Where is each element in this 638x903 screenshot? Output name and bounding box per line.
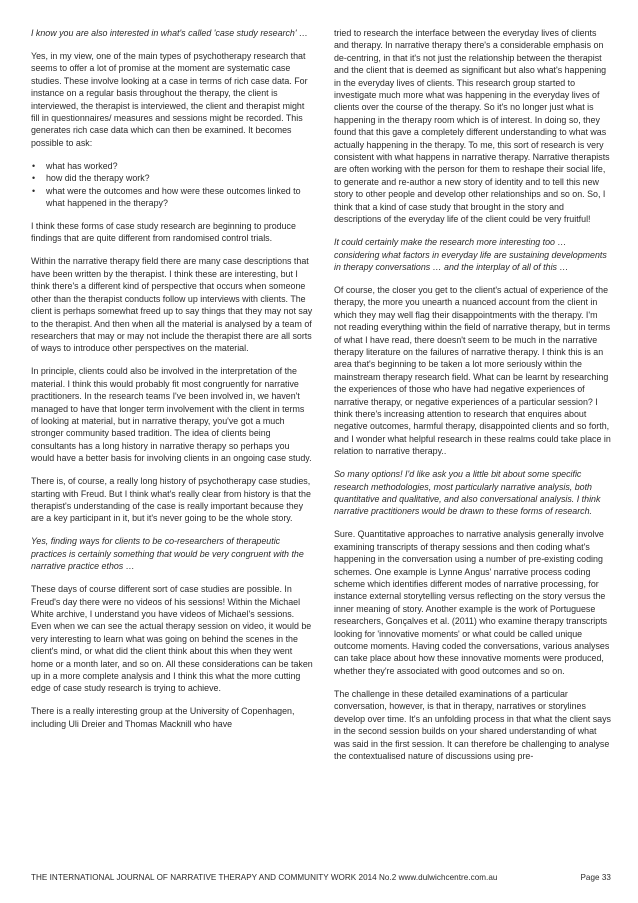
paragraph: Yes, in my view, one of the main types of psychotherapy research that seems to offer a lot of promise at the moment are systematic case studies. These involve looking at a case in terms of rich case data. For instance on a regular basis throughout the therapy, the client is interviewed, the therapist is interviewed, the client and therapist might fill in questionnaires/ measures and sessions might be recorded. This generates rich case data which can then be examined. It becomes possible to ask: xyxy=(31,51,308,148)
journal-citation: THE INTERNATIONAL JOURNAL OF NARRATIVE THERAPY AND COMMUNITY WORK 2014 No.2 www.dulwichcentre.com.au xyxy=(31,873,498,882)
paragraph: These days of course different sort of case studies are possible. In Freud's day there were no videos of his sessions! Within the Michael White archive, I understand you have videos of Michael's sessions. Even when we can see the actual therapy session on video, it would be very interesting to learn what was going on behind the scenes in the client's mind, or what did the client think about this when they went home or a month later, and so on. All these considerations can be taken up in a more complete analysis and I think this what the more cutting edge of case study research is trying to achieve. xyxy=(31,584,313,694)
paragraph: Within the narrative therapy field there are many case descriptions that have been written by the therapist. I think these are interesting, but I think there's a different kind of perspective that occurs when someone other than the therapist conducts follow up interviews with clients. The client is perhaps somewhat freed up to say things that they may not say to the therapist. And then when all the material is analysed by a team of researchers that may or may not include the therapist there are all sorts of ways to introduce other perspectives on the material. xyxy=(31,256,313,354)
interviewer-question: Yes, finding ways for clients to be co-researchers of therapeutic practices is certainly something that would be very congruent with the narrative practice ethos … xyxy=(31,536,304,572)
interviewer-question: So many options! I'd like ask you a little bit about some specific research methodologies, most particularly narrative analysis, both quantitative and qualitative, and also conversational analysis. I think narrative practitioners would be drawn to these forms of research. xyxy=(334,469,601,517)
bullet-item: • how did the therapy work? xyxy=(31,172,314,184)
paragraph: tried to research the interface between the everyday lives of clients and therapy. In narrative therapy there's a considerable emphasis on de-centring, in that it's not just the relationship between the therapist and the client that is deemed as significant but also what's happening in the everyday lives of clients. This research group started to investigate much more what was happening in the everyday lives of clients over the course of the therapy. So it's no longer just what is happening in the therapy room which is of interest. In doing so, they found that this gave a completely different understanding to what was actually happening in the therapy. To me, this sort of research is very consistent with what happens in narrative therapy. Narrative therapists are often working with the person for them to reshape their social life, to generate and re-author a new story of identity and to tell this new story to other people and develop other relationships and so on. So, I think that a kind of case study that brought in the story and descriptions of the everyday life of the client could be very fruitful! xyxy=(334,28,610,225)
paragraph: In principle, clients could also be involved in the interpretation of the material. I think this would probably fit most congruently for narrative practitioners. In the research teams I've been involved in, we haven't managed to have that longer term involvement with the client in terms of looking at material, but in narrative therapy, you've got a much stronger community based tradition. The idea of clients being consultants has a long history in narrative therapy so perhaps you would have a better basis for involving clients in an ongoing case study. xyxy=(31,366,312,464)
paragraph: There is, of course, a really long history of psychotherapy case studies, starting with Freud. But I think what's really clear from history is that the therapist's understanding of the case is really important because they are a key participant in it, but it's never going to be the whole story. xyxy=(31,476,311,524)
left-column xyxy=(31,27,314,741)
paragraph: I think these forms of case study research are beginning to produce findings that are quite different from randomised control trials. xyxy=(31,221,296,244)
paragraph: Of course, the closer you get to the client's actual of experience of the therapy, the more you unearth a nuanced account from the client in which they may well flag their disappointments with the therapy. I'm not reading everything within the field of narrative therapy, but in terms of what I have read, there doesn't seem to be much in the narrative therapy literature on the failures of narrative therapy. I think this is an area that's beginning to be taken a lot more seriously within the mainstream therapy research field. What can be learnt by researching the experiences of those who have had negative experiences of narrative therapy, or negative experiences of a particular session? I think there's increasing attention to research that enquires about negative outcomes, harmful therapy, disappointed clients and so forth, and I wonder what helpful research in these realms could take place in relation to narrative therapy.. xyxy=(334,284,611,457)
bullet-item: • what has worked? xyxy=(31,160,314,172)
interviewer-question: It could certainly make the research more interesting too … considering what factors in everyday life are sustaining developments in therapy conversations … and the interplay of all of this … xyxy=(334,237,607,272)
paragraph: The challenge in these detailed examinations of a particular conversation, however, is that in therapy, narratives or storylines develop over time. It's an unfolding process in that what the client says in the second session builds on your shared understanding of what was said in the first session. It can therefore be challenging to analyse the contextualised nature of discussions using pre- xyxy=(334,688,611,761)
right-column xyxy=(334,27,612,773)
bullet-list xyxy=(31,160,314,210)
page-number: Page 33 xyxy=(580,873,611,882)
paragraph: There is a really interesting group at the University of Copenhagen, including Uli Dreier and Thomas Macknill who have xyxy=(31,706,295,729)
paragraph: Sure. Quantitative approaches to narrative analysis generally involve examining transcripts of therapy sessions and then coding what's happening in the conversation using a number of pre-existing coding schemes. One example is Lynne Angus' narrative process coding scheme which identifies different modes of narrative processing, for instance external storytelling versus reflecting on the story versus the inner meaning of story. Another example is the work of Portuguese researchers, Gonçalves et al. (2011) who examine therapy transcripts looking for 'innovative moments' or what could be called unique outcome moments. Having coded the conversations, various analyses can take place about how these innovative moments were produced, whether they're associated with good outcomes and so on. xyxy=(334,529,610,676)
bullet-item: • what were the outcomes and how were these outcomes linked to what happened in the therapy? xyxy=(31,185,314,210)
interviewer-question: I know you are also interested in what's called 'case study research' … xyxy=(31,28,308,38)
